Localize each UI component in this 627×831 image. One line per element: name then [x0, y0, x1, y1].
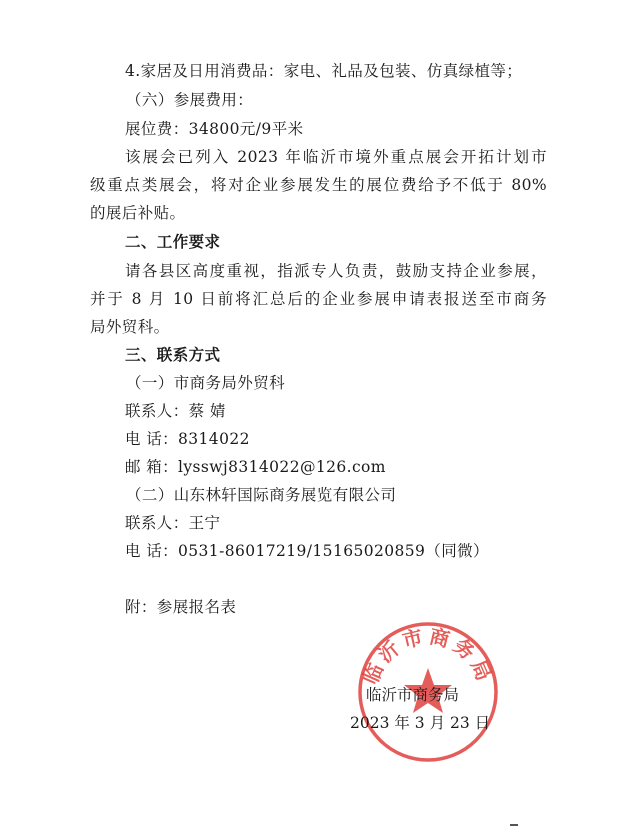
paragraph-requirements-line-1: 请各县区高度重视，指派专人负责，鼓励支持企业参展，: [125, 262, 547, 280]
signature-date: 2023 年 3 月 23 日: [350, 714, 491, 732]
attachment-note: 附：参展报名表: [125, 598, 237, 616]
contact-1-email: 邮 箱：lysswj8314022@126.com: [125, 458, 386, 476]
paragraph-subsidy-line-2: 级重点类展会，将对企业参展发生的展位费给予不低于 80%: [90, 176, 547, 194]
paragraph-requirements-line-2: 并于 8 月 10 日前将汇总后的企业参展申请表报送至市商务: [90, 290, 547, 308]
contact-1-person: 联系人：蔡 婧: [125, 402, 226, 420]
signature-organization: 临沂市商务局: [366, 686, 460, 704]
contact-2-person: 联系人：王宁: [125, 514, 221, 532]
heading-work-requirements: 二、工作要求: [125, 233, 221, 251]
contact-2-title: （二）山东林轩国际商务展览有限公司: [126, 486, 397, 504]
heading-contact-info: 三、联系方式: [125, 346, 221, 364]
booth-fee: 展位费：34800元/9平米: [125, 120, 304, 138]
section-6-exhibition-fee: （六）参展费用：: [126, 91, 254, 109]
paragraph-requirements-line-3: 局外贸科。: [90, 318, 170, 336]
paragraph-subsidy-line-3: 的展后补贴。: [90, 204, 186, 222]
paragraph-subsidy-line-1: 该展会已列入 2023 年临沂市境外重点展会开拓计划市: [125, 148, 547, 166]
contact-1-title: （一）市商务局外贸科: [126, 374, 286, 392]
contact-1-phone: 电 话：8314022: [125, 430, 250, 448]
contact-2-phone: 电 话：0531-86017219/15165020859（同微）: [125, 542, 489, 560]
item-4-consumer-goods: 4.家居及日用消费品：家电、礼品及包装、仿真绿植等；: [125, 62, 523, 80]
page-edge-mark: [510, 824, 518, 826]
svg-text:临沂市商务局: 临沂市商务局: [358, 623, 498, 688]
